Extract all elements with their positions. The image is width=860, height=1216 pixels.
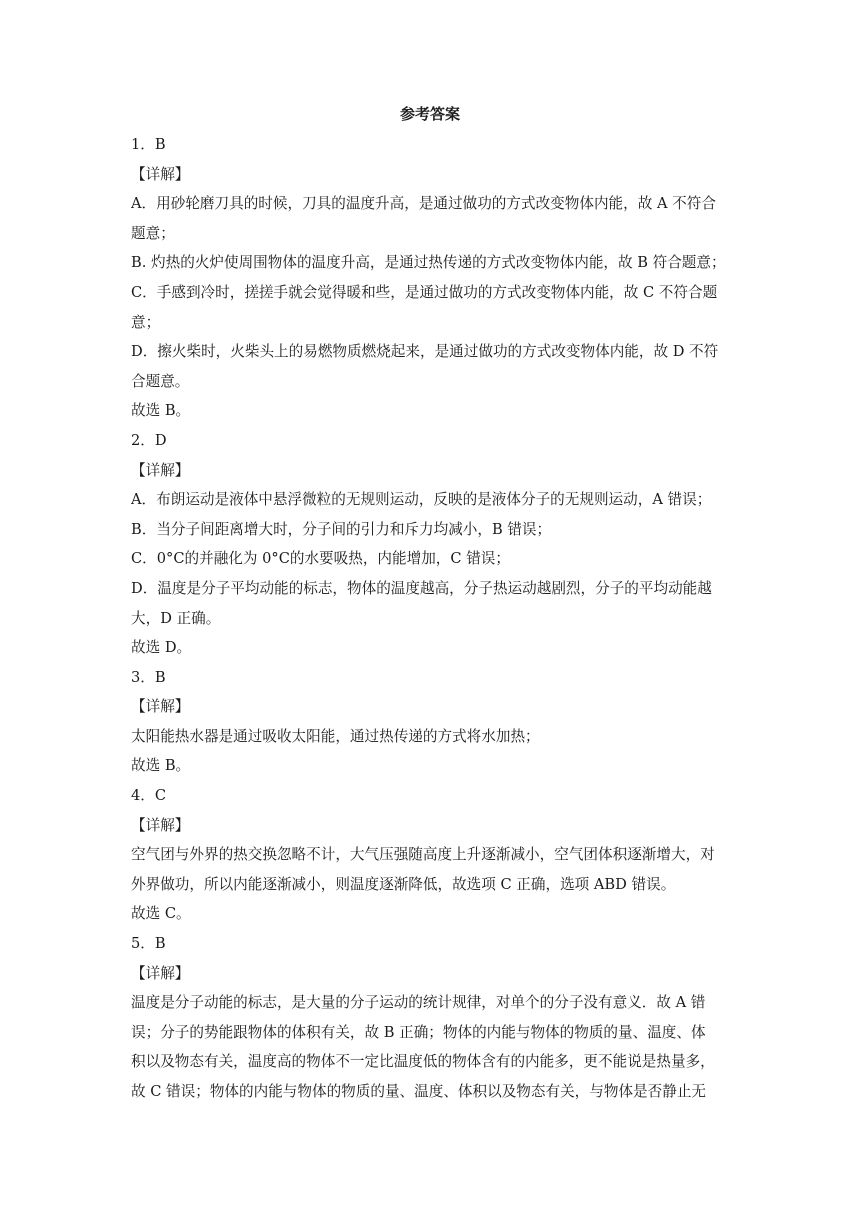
text-line: 【详解】	[131, 461, 190, 479]
text-line: 大，D 正确。	[131, 609, 221, 627]
answer-content	[131, 130, 731, 1107]
page-title: 参考答案	[399, 105, 460, 123]
text-line: 温度是分子动能的标志，是大量的分子运动的统计规律，对单个的分子没有意义．故 A 错	[131, 994, 706, 1012]
text-line: 【详解】	[131, 165, 190, 183]
text-line: 积以及物态有关，温度高的物体不一定比温度低的物体含有的内能多，更不能说是热量多，	[131, 1053, 715, 1071]
text-line: 意；	[131, 313, 161, 331]
text-line: 合题意。	[131, 372, 190, 390]
text-line: B．当分子间距离增大时，分子间的引力和斥力均减小，B 错误；	[131, 520, 552, 538]
text-line: 1．B	[131, 136, 166, 153]
text-line: 【详解】	[131, 698, 190, 716]
text-line: 2．D	[131, 431, 167, 449]
text-line: 【详解】	[131, 816, 190, 834]
text-line: D．擦火柴时，火柴头上的易燃物质燃烧起来，是通过做功的方式改变物体内能，故 D 不符	[131, 343, 719, 361]
text-line: B. 灼热的火炉使周围物体的温度升高，是通过热传递的方式改变物体内能，故 B 符合题意；	[131, 254, 726, 272]
text-line: 故选 B。	[131, 402, 191, 420]
text-line: 故 C 错误；物体的内能与物体的物质的量、温度、体积以及物态有关，与物体是否静止无	[131, 1083, 707, 1100]
text-line: 故选 B。	[131, 757, 191, 775]
text-line: 空气团与外界的热交换忽略不计，大气压强随高度上升逐渐减小，空气团体积逐渐增大，对	[131, 846, 715, 864]
text-line: 5．B	[131, 935, 166, 953]
text-line: 太阳能热水器是通过吸收太阳能，通过热传递的方式将水加热；	[131, 727, 540, 745]
text-line: 3．B	[131, 668, 166, 686]
text-line: 题意；	[131, 224, 175, 242]
text-line: A．布朗运动是液体中悬浮微粒的无规则运动，反映的是液体分子的无规则运动，A 错误；	[131, 491, 712, 509]
text-line: A．用砂轮磨刀具的时候，刀具的温度升高，是通过做功的方式改变物体内能，故 A 不符合	[131, 195, 716, 213]
text-line: 故选 C。	[131, 905, 191, 923]
text-line: 故选 D。	[131, 639, 192, 657]
text-line: D．温度是分子平均动能的标志，物体的温度越高，分子热运动越剧烈，分子的平均动能越	[131, 579, 712, 597]
text-line: C．手感到冷时，搓搓手就会觉得暖和些，是通过做功的方式改变物体内能，故 C 不符合题	[131, 283, 718, 301]
text-line: 【详解】	[131, 964, 190, 982]
text-line: 误；分子的势能跟物体的体积有关，故 B 正确；物体的内能与物体的物质的量、温度、体	[131, 1023, 706, 1041]
text-line: C．0°C的并融化为 0°C的水要吸热，内能增加，C 错误；	[131, 550, 510, 568]
text-line: 4．C	[131, 787, 167, 805]
text-line: 外界做功，所以内能逐渐减小，则温度逐渐降低，故选项 C 正确，选项 ABD 错误。	[131, 875, 676, 893]
